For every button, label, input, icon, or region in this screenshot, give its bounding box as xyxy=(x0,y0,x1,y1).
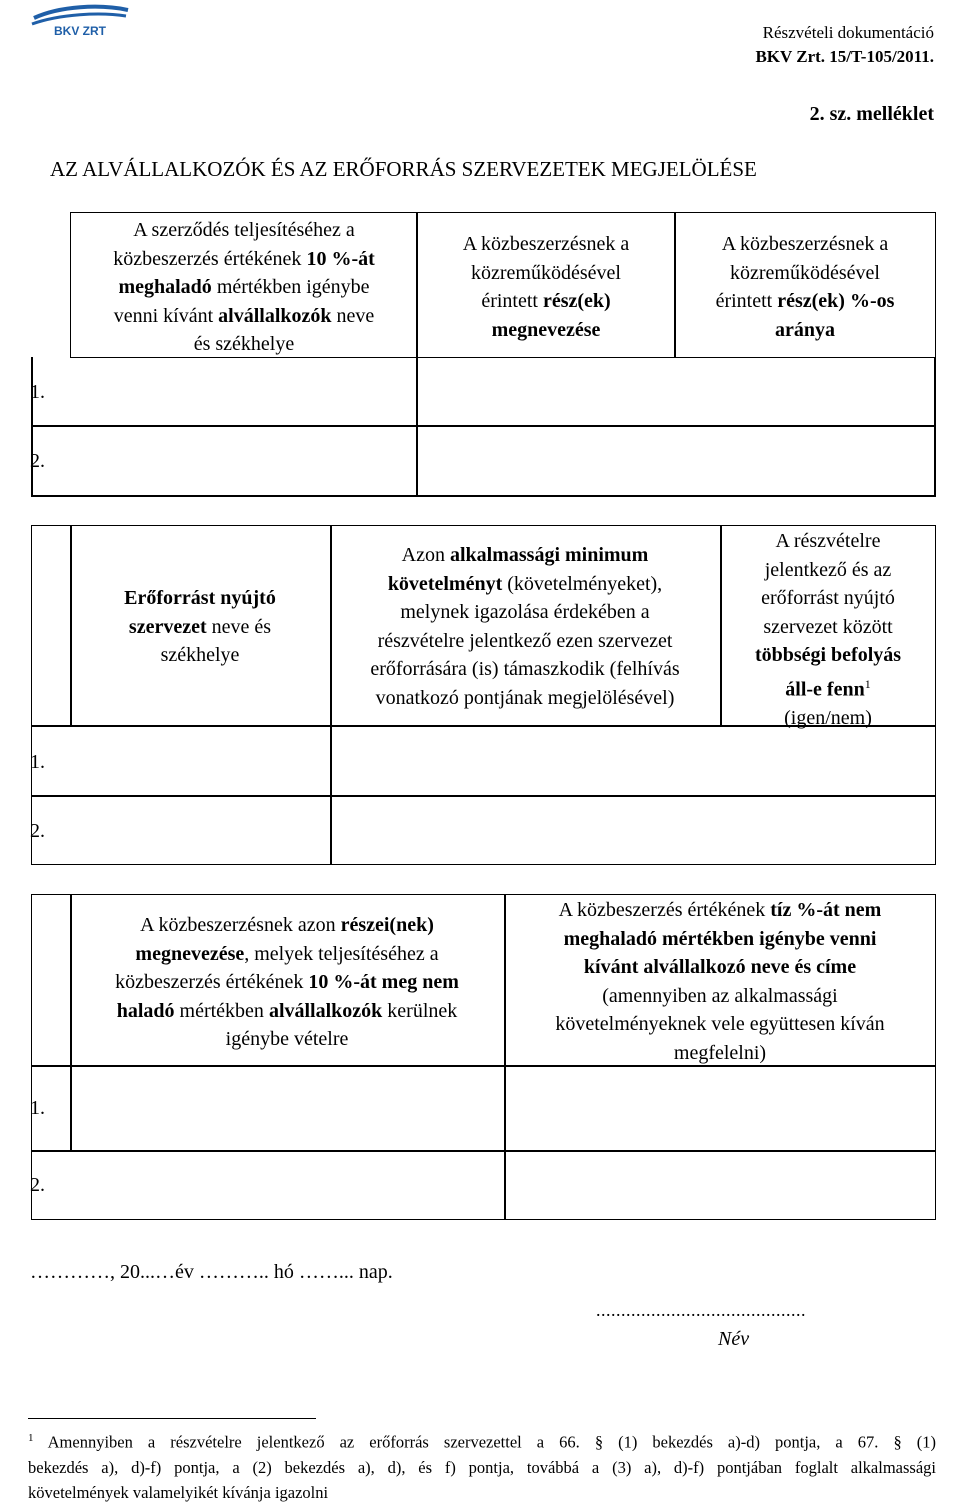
t1-col2-text: A közbeszerzésnek a közreműködésével érintett rész(ek) megnevezése xyxy=(462,233,630,341)
t2-row-num-1: 1. xyxy=(30,751,45,773)
t1-row-num-2: 2. xyxy=(30,450,45,472)
footnote-separator xyxy=(28,1418,316,1419)
t3-col1-text: A közbeszerzésnek azon részei(nek) megnevezése, melyek teljesítéséhez a közbeszerzés értékének 10 %-át meg nem haladó mértékben alvállalkozók kerülnek igénybe vételre xyxy=(115,914,459,1050)
doc-ref: BKV Zrt. 15/T-105/2011. xyxy=(755,47,934,66)
t1-row-num-1: 1. xyxy=(30,381,45,403)
footnote-ref: 1 xyxy=(864,676,871,691)
t3-col2-text: A közbeszerzés értékének tíz %-át nem meghaladó mértékben igénybe venni kívánt alvállalkozó neve és címe (amennyiben az alkalmassági követelményeknek vele együttesen kíván megfelelni) xyxy=(555,899,885,1064)
t3-row-num-2: 2. xyxy=(30,1174,45,1196)
t2-col2-text: Azon alkalmassági minimum követelményt (követelményeket), melynek igazolása érdekében a részvételre jelentkező ezen szervezet erőforrására (is) támaszkodik (felhívás vonatkozó pontjának megjelölésével) xyxy=(370,544,680,709)
t3-row-num-1: 1. xyxy=(30,1097,45,1119)
t1-col1-text: A szerződés teljesítéséhez a közbeszerzés értékének 10 %-át meghaladó mértékben igénybe venni kívánt alvállalkozók neve és székhelye xyxy=(113,219,375,355)
date-line: …………, 20...…év ……….. hó ……... nap. xyxy=(30,1261,393,1283)
doc-title: Részvételi dokumentáció xyxy=(762,23,934,42)
t1-right-border xyxy=(934,357,936,497)
logo-text: BKV ZRT xyxy=(54,24,106,38)
footnote-line-3: követelmények valamelyikét kívánja igazolni xyxy=(28,1482,329,1502)
t1-row-divider xyxy=(31,425,936,427)
t1-bottom-border xyxy=(31,495,936,497)
signature-dots: .......................................... xyxy=(596,1300,806,1320)
t1-left-border xyxy=(31,357,33,497)
bkv-logo-icon xyxy=(30,4,130,38)
footnote xyxy=(28,1426,936,1505)
footnote-line-2: bekezdés a), d)-f) pontja, a (2) bekezdés a), d), és f) pontja, továbbá a (3) a), d)-f) pontjában foglalt alkalmassági xyxy=(28,1457,936,1477)
main-title: AZ ALVÁLLALKOZÓK ÉS AZ ERŐFORRÁS SZERVEZETEK MEGJELÖLÉSE xyxy=(50,157,757,181)
t1-col3-text: A közbeszerzésnek a közreműködésével érintett rész(ek) %-os aránya xyxy=(715,233,895,341)
t2-row-num-2: 2. xyxy=(30,820,45,842)
t2-col1-text: Erőforrást nyújtó szervezet neve és székhelye xyxy=(124,587,276,666)
t3-row-divider xyxy=(31,1150,936,1152)
annex-label: 2. sz. melléklet xyxy=(809,103,934,125)
footnote-line-1: Amennyiben a részvételre jelentkező az erőforrás szervezettel a 66. § (1) bekezdés a)-d) pontja, a 67. § (1) xyxy=(47,1432,936,1452)
t2-row-divider xyxy=(31,795,936,797)
bkv-logo xyxy=(30,4,130,38)
signature-label: Név xyxy=(718,1328,750,1350)
t2-col3-text: A részvételre jelentkező és az erőforrást nyújtó szervezet között többségi befolyás áll-e fenn$^1$ (igen/nem) xyxy=(754,530,902,729)
t1-col-divider xyxy=(416,357,418,497)
footnote-mark: 1 xyxy=(28,1432,34,1444)
